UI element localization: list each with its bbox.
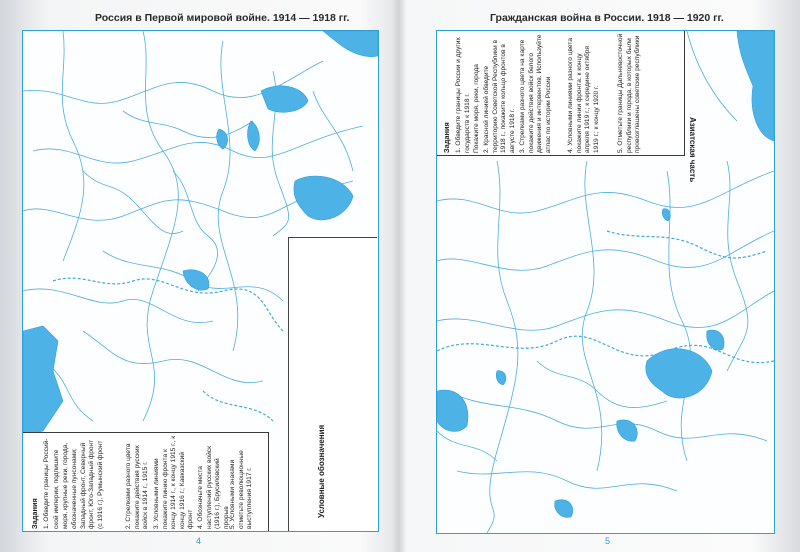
book-gutter	[392, 0, 406, 552]
right-task-3: 3. Стрелками разного цвета на карте покажите действия войск белого движения и интервентов. Используйте атлас по истории России	[519, 34, 552, 153]
left-tasks-heading: Задания	[30, 498, 39, 529]
left-legend-box	[288, 237, 377, 532]
left-task-3: 3. Условными линиями покажите линию фронта к концу 1914 г., к концу 1915 г., к концу 1916 г.; Кавказский фронт	[153, 435, 195, 529]
left-page-title: Россия в Первой мировой войне. 1914 — 1918 гг.	[95, 12, 350, 24]
right-task-1: 1. Обведите границы России и других государств к 1918 г.	[455, 37, 471, 153]
left-task-1-fronts: обозначенные пунсонами; Западный фронт, Северный фронт, Юго-Западный фронт (с 1916 г.), Румынский фронт	[71, 439, 104, 529]
right-contour-map	[436, 30, 775, 534]
left-legend-title: Условные обозначения	[317, 424, 326, 518]
right-task-5: 5. Отметьте границы Дальневосточной республики и города, в которых были провозглашены советские республики	[617, 33, 642, 153]
left-task-1: 1. Обведите границы Россий-	[43, 438, 50, 529]
right-page-title: Гражданская война в России. 1918 — 1920 гг.	[490, 12, 724, 24]
left-contour-map	[22, 30, 379, 532]
left-task-1-cont: ской империи, подпишите моря, крупные реки, города,	[53, 442, 69, 529]
right-task-4: 4. Условными линиями разного цвета покажите линии фронта: к концу апреля 1919 г.; к середине октября 1919 г.; к концу 1920 г.	[567, 38, 600, 153]
right-tasks-box	[437, 31, 685, 156]
left-task-5: 5. Условными знаками отметьте революционные выступления 1917 г.	[229, 450, 254, 529]
asia-label: Азиатская часть	[688, 117, 697, 183]
right-page-number: 5	[605, 536, 611, 546]
left-page-number: 4	[196, 536, 202, 546]
right-task-2: 2. Красной линией обведите территорию Советской Республики в 1918 г., покажите кольцо фронтов в августе 1918 г.	[483, 40, 516, 153]
right-tasks-heading: Задания	[442, 122, 451, 153]
right-task-1-cont: Покажите моря, реки, города	[473, 64, 480, 153]
left-tasks-box	[23, 432, 269, 531]
left-task-2: 2. Стрелками разного цвета покажите действия русских войск в 1914 г., 1915 г.	[125, 443, 150, 529]
left-task-4: 4. Обозначьте места наступлений русских войск (1916 г.), Брусиловский прорыв	[197, 446, 230, 529]
